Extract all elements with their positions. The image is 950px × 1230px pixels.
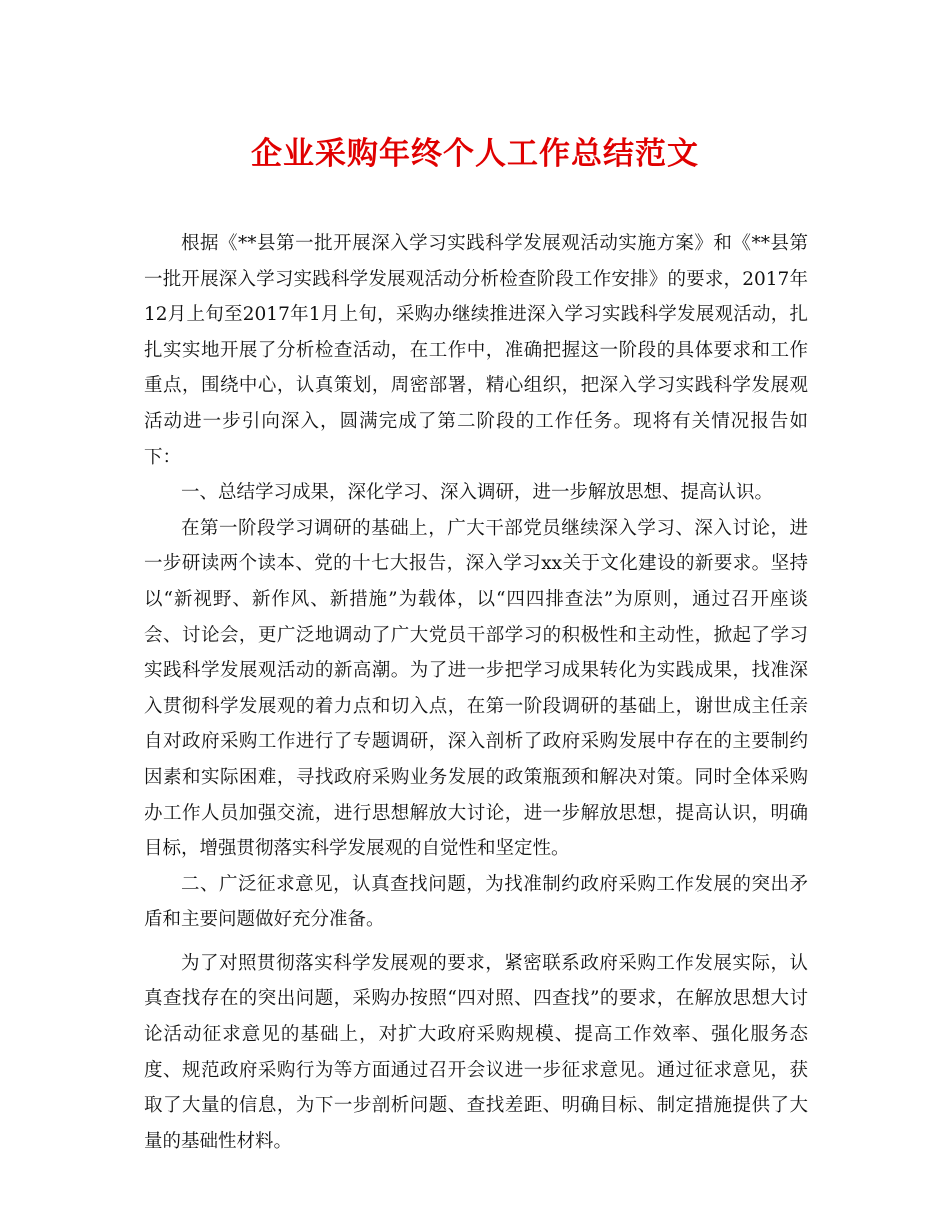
paragraph-heading-2: 二、广泛征求意见，认真查找问题，为找准制约政府采购工作发展的突出矛盾和主要问题做好充分准备。 <box>144 873 808 931</box>
paragraph-intro: 根据《**县第一批开展深入学习实践科学发展观活动实施方案》和《**县第一批开展深入学习实践科学发展观活动分析检查阶段工作安排》的要求，2017年12月上旬至2017年1月上旬，采购办继续推进深入学习实践科学发展观活动，扎扎实实地开展了分析检查活动，在工作中，准确把握这一阶段的具体要求和工作重点，围绕中心，认真策划，周密部署，精心组织，把深入学习实践科学发展观活动进一步引向深入，圆满完成了第二阶段的工作任务。现将有关情况报告如下： <box>144 233 808 468</box>
paragraph-section-2: 为了对照贯彻落实科学发展观的要求，紧密联系政府采购工作发展实际，认真查找存在的突出问题，采购办按照“四对照、四查找”的要求，在解放思想大讨论活动征求意见的基础上，对扩大政府采购规模、提高工作效率、强化服务态度、规范政府采购行为等方面通过召开会议进一步征求意见。通过征求意见，获取了大量的信息，为下一步剖析问题、查找差距、明确目标、制定措施提供了大量的基础性材料。 <box>144 952 808 1152</box>
document-body <box>144 226 808 1159</box>
paragraph-section-1: 在第一阶段学习调研的基础上，广大干部党员继续深入学习、深入讨论，进一步研读两个读本、党的十七大报告，深入学习xx关于文化建设的新要求。坚持以“新视野、新作风、新措施”为载体，以“四四排查法”为原则，通过召开座谈会、讨论会，更广泛地调动了广大党员干部学习的积极性和主动性，掀起了学习实践科学发展观活动的新高潮。为了进一步把学习成果转化为实践成果，找准深入贯彻科学发展观的着力点和切入点，在第一阶段调研的基础上，谢世成主任亲自对政府采购工作进行了专题调研，深入剖析了政府采购发展中存在的主要制约因素和实际困难，寻找政府采购业务发展的政策瓶颈和解决对策。同时全体采购办工作人员加强交流，进行思想解放大讨论，进一步解放思想，提高认识，明确目标，增强贯彻落实科学发展观的自觉性和坚定性。 <box>144 517 808 860</box>
paragraph-heading-1: 一、总结学习成果，深化学习、深入调研，进一步解放思想、提高认识。 <box>181 482 774 504</box>
document-title: 企业采购年终个人工作总结范文 <box>251 136 699 172</box>
